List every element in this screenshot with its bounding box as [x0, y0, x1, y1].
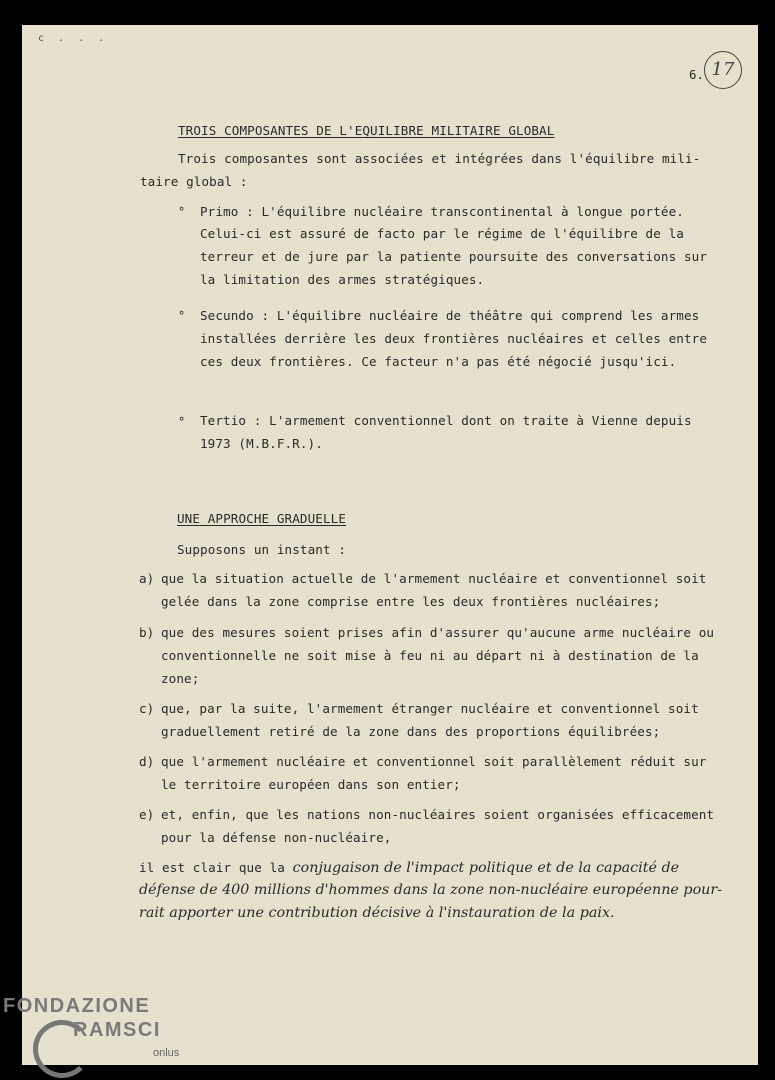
page-number: 6. — [689, 67, 705, 82]
conclusion-line2: défense de 400 millions d'hommes dans la zone non-nucléaire européenne pour- — [139, 882, 723, 898]
bullet-marker: ° — [178, 415, 186, 429]
conclusion-line3: rait apporter une contribution décisive à l'instauration de la paix. — [139, 905, 615, 921]
conclusion-variant-type: conjugaison de l'impact politique et de la capacité de — [292, 860, 680, 876]
item-label: c) — [139, 701, 155, 716]
conclusion-typed: il est clair que la — [139, 860, 293, 875]
item-e-line: et, enfin, que les nations non-nucléaires soient organisées efficacement — [161, 807, 715, 822]
watermark-line1: FONDAZIONE — [3, 995, 151, 1017]
item-label: a) — [139, 571, 155, 586]
primo-line: Primo : L'équilibre nucléaire transcontinental à longue portée. — [200, 204, 684, 219]
watermark-line3: onlus — [153, 1047, 180, 1059]
item-c-line: que, par la suite, l'armement étranger nucléaire et conventionnel soit — [161, 701, 699, 716]
tertio-line: 1973 (M.B.F.R.). — [200, 436, 323, 451]
secundo-line: ces deux frontières. Ce facteur n'a pas été négocié jusqu'ici. — [200, 354, 677, 369]
bullet-marker: ° — [178, 309, 186, 323]
section1-title: TROIS COMPOSANTES DE L'EQUILIBRE MILITAIRE GLOBAL — [178, 123, 555, 138]
conclusion-line1 — [139, 856, 679, 881]
tertio-line: Tertio : L'armement conventionnel dont on traite à Vienne depuis — [200, 413, 692, 428]
section1-intro-line: Trois composantes sont associées et intégrées dans l'équilibre mili- — [178, 151, 701, 166]
item-d-line: que l'armement nucléaire et conventionnel soit parallèlement réduit sur — [161, 754, 707, 769]
item-b-line: que des mesures soient prises afin d'assurer qu'aucune arme nucléaire ou — [161, 625, 715, 640]
primo-line: terreur et de jure par la patiente poursuite des conversations sur — [200, 249, 708, 264]
item-c-line: graduellement retiré de la zone dans des proportions équilibrées; — [161, 724, 661, 739]
bullet-marker: ° — [178, 205, 186, 219]
item-b-line: zone; — [161, 671, 200, 686]
item-label: b) — [139, 625, 155, 640]
primo-line: la limitation des armes stratégiques. — [200, 272, 485, 287]
watermark-line2: RAMSCI — [73, 1019, 161, 1041]
secundo-line: Secundo : L'équilibre nucléaire de théâtre qui comprend les armes — [200, 308, 700, 323]
section2-title: UNE APPROCHE GRADUELLE — [177, 511, 347, 526]
item-a-line: que la situation actuelle de l'armement nucléaire et conventionnel soit — [161, 571, 707, 586]
item-a-line: gelée dans la zone comprise entre les deux frontières nucléaires; — [161, 594, 661, 609]
item-b-line: conventionnelle ne soit mise à feu ni au départ ni à destination de la — [161, 648, 699, 663]
document-page — [22, 25, 758, 1065]
item-label: d) — [139, 754, 155, 769]
secundo-line: installées derrière les deux frontières nucléaires et celles entre — [200, 331, 708, 346]
item-label: e) — [139, 807, 155, 822]
section2-intro: Supposons un instant : — [177, 542, 347, 557]
corner-marks: c . . . — [38, 33, 109, 44]
item-e-line: pour la défense non-nucléaire, — [161, 830, 392, 845]
section1-intro-line: taire global : — [140, 174, 248, 189]
item-d-line: le territoire européen dans son entier; — [161, 777, 461, 792]
primo-line: Celui-ci est assuré de facto par le régime de l'équilibre de la — [200, 226, 684, 241]
archive-number-stamp: 17 — [704, 51, 742, 89]
